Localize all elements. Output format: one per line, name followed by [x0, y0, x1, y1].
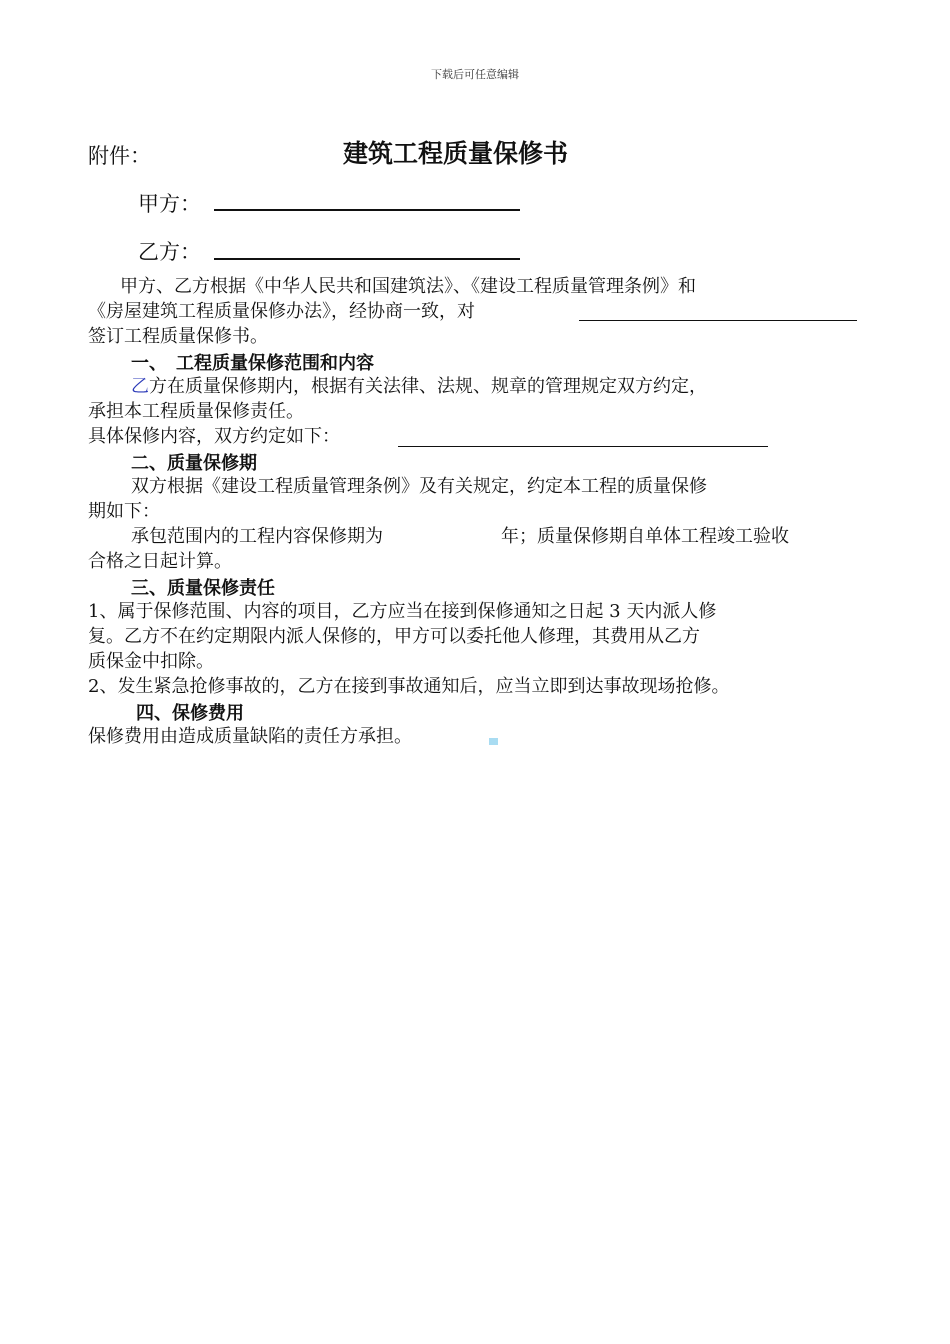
party-b-blank[interactable] [214, 258, 520, 260]
section-3-item-2: 2、发生紧急抢修事故的，乙方在接到事故通知后，应当立即到达事故现场抢修。 [88, 676, 730, 697]
section-4-title: 四、保修费用 [136, 703, 244, 724]
section-2-para-2-b: 年；质量保修期自单体工程竣工验收 [501, 526, 789, 547]
section-3-item-1-line-3: 质保金中扣除。 [88, 651, 214, 672]
section-3-item-1-line-2: 复。乙方不在约定期限内派人保修的，甲方可以委托他人修理，其费用从乙方 [88, 626, 700, 647]
party-a-label: 甲方： [138, 192, 201, 216]
attachment-label: 附件： [88, 144, 151, 168]
intro-line-1: 甲方、乙方根据《中华人民共和国建筑法》、《建设工程质量管理条例》和 [120, 276, 696, 297]
section-1-para-2: 具体保修内容，双方约定如下： [88, 426, 340, 447]
section-1-title: 一、 工程质量保修范围和内容 [131, 353, 374, 374]
intro-line-3: 签订工程质量保修书。 [88, 326, 268, 347]
party-a-blank[interactable] [214, 209, 520, 211]
section-2-para-2-a: 承包范围内的工程内容保修期为 [131, 526, 383, 547]
section-4-para: 保修费用由造成质量缺陷的责任方承担。 [88, 726, 412, 747]
cursor-marker [489, 738, 498, 745]
section-2-title: 二、质量保修期 [131, 453, 257, 474]
intro-line-2: 《房屋建筑工程质量保修办法》，经协商一致，对 [88, 301, 475, 322]
repair-content-blank[interactable] [398, 446, 768, 447]
section-1-para-1-line-2: 承担本工程质量保修责任。 [88, 401, 304, 422]
header-note: 下载后可任意编辑 [431, 68, 519, 81]
section-2-para-1-line-2: 期如下： [88, 501, 160, 522]
section-1-para-1: 乙方在质量保修期内，根据有关法律、法规、规章的管理规定双方约定， [131, 376, 707, 397]
section-2-para-2-line-2: 合格之日起计算。 [88, 551, 232, 572]
section-2-para-1: 双方根据《建设工程质量管理条例》及有关规定，约定本工程的质量保修 [131, 476, 707, 497]
project-name-blank[interactable] [579, 320, 857, 321]
highlighted-char: 乙 [131, 376, 149, 397]
party-b-label: 乙方： [138, 240, 201, 264]
section-3-title: 三、质量保修责任 [131, 578, 275, 599]
document-title: 建筑工程质量保修书 [343, 139, 569, 168]
section-3-item-1: 1、属于保修范围、内容的项目，乙方应当在接到保修通知之日起 3 天内派人修 [88, 601, 717, 622]
